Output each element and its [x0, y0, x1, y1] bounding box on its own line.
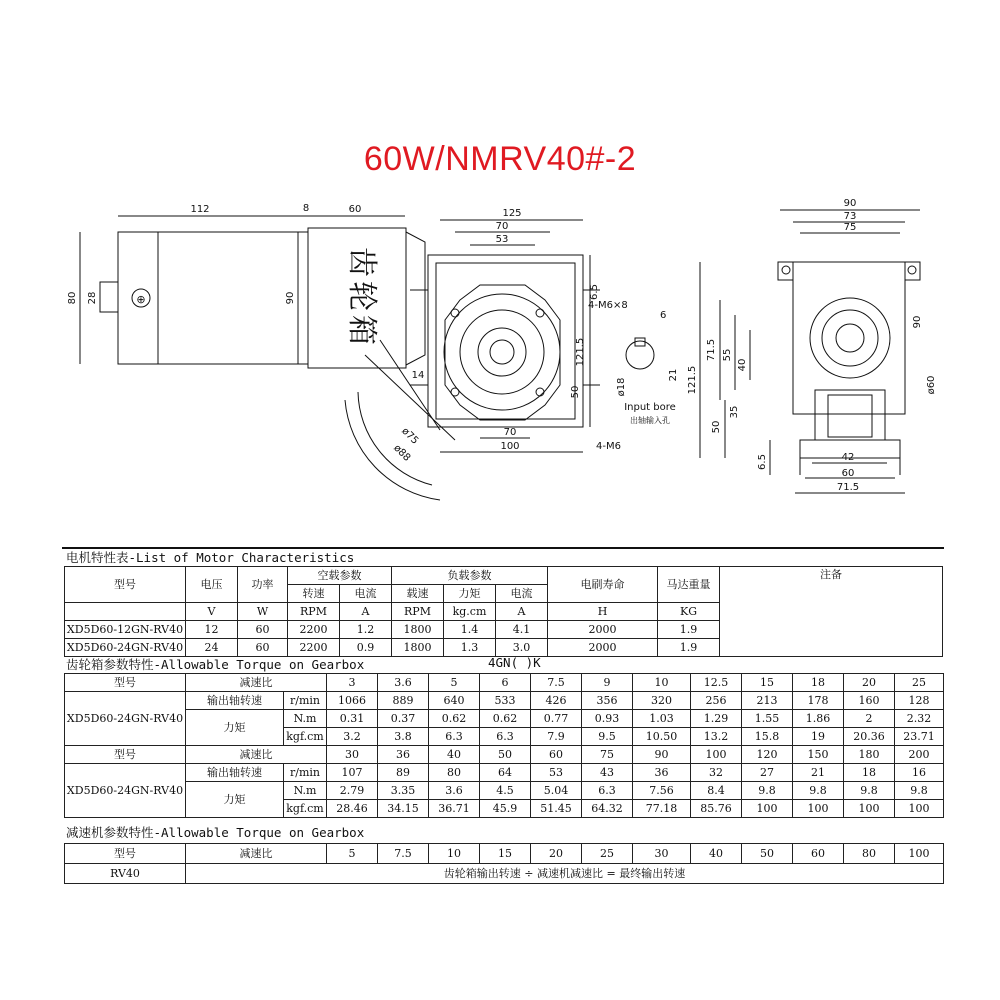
torque-cell: 0.77 [531, 710, 582, 728]
speed-cell: 256 [691, 692, 742, 710]
ratio-cell: 20 [844, 674, 895, 692]
col-weight: 马达重量 [658, 567, 720, 603]
gear-table-caption: 齿轮箱参数特性-Allowable Torque on Gearbox [66, 657, 365, 672]
torque-cell: 0.31 [327, 710, 378, 728]
cell-voltage: 24 [186, 639, 238, 657]
ratio-cell: 50 [480, 746, 531, 764]
ratio-cell: 100 [895, 844, 944, 864]
torque-cell: 1.29 [691, 710, 742, 728]
unit-blank [65, 603, 186, 621]
ratio-cell: 30 [633, 844, 691, 864]
dim-112: 112 [190, 204, 210, 215]
speed-cell: 27 [742, 764, 793, 782]
dim-90: 90 [285, 291, 296, 305]
speed-cell: 64 [480, 764, 531, 782]
speed-cell: 1066 [327, 692, 378, 710]
ratio-cell: 50 [742, 844, 793, 864]
unit-rpm-load: RPM [392, 603, 444, 621]
cell-load-speed: 1800 [392, 639, 444, 657]
ratio-cell: 150 [793, 746, 844, 764]
speed-cell: 36 [633, 764, 691, 782]
unit-h: H [548, 603, 658, 621]
speed-cell: 640 [429, 692, 480, 710]
col-power: 功率 [238, 567, 288, 603]
speed-cell: 213 [742, 692, 793, 710]
torque-cell: 1.55 [742, 710, 793, 728]
dim-100: 100 [500, 441, 520, 452]
col-model: 型号 [65, 746, 186, 764]
col-model: 型号 [65, 567, 186, 603]
torque-cell: 5.04 [531, 782, 582, 800]
dim-r35: 35 [729, 405, 740, 419]
speed-cell: 43 [582, 764, 633, 782]
torque-cell: 0.93 [582, 710, 633, 728]
dim-50: 50 [570, 385, 581, 399]
torque-cell: 7.56 [633, 782, 691, 800]
torque-cell: 8.4 [691, 782, 742, 800]
kgf-cell: 51.45 [531, 800, 582, 818]
cell-load-current: 3.0 [496, 639, 548, 657]
dim-121-5: 121.5 [575, 337, 586, 367]
unit-kg: KG [658, 603, 720, 621]
col-voltage: 电压 [186, 567, 238, 603]
dim-80: 80 [67, 291, 78, 305]
speed-cell: 18 [844, 764, 895, 782]
sub-load-speed: 载速 [392, 585, 444, 603]
row-torque: 力矩 [186, 710, 284, 746]
cell-model: RV40 [65, 864, 186, 884]
speed-cell: 178 [793, 692, 844, 710]
speed-cell: 356 [582, 692, 633, 710]
dim-d18: ø18 [616, 377, 627, 397]
speed-cell: 21 [793, 764, 844, 782]
kgf-cell: 100 [742, 800, 793, 818]
cell-brush-life: 2000 [548, 621, 658, 639]
kgf-cell: 7.9 [531, 728, 582, 746]
ratio-cell: 25 [582, 844, 633, 864]
sub-current: 电流 [340, 585, 392, 603]
cell-model: XD5D60-24GN-RV40 [65, 639, 186, 657]
speed-cell: 889 [378, 692, 429, 710]
dim-14: 14 [411, 370, 425, 381]
unit-a: A [340, 603, 392, 621]
dim-r73: 73 [843, 211, 857, 222]
unit-rmin: r/min [284, 764, 327, 782]
ratio-cell: 3 [327, 674, 378, 692]
ratio-cell: 40 [691, 844, 742, 864]
speed-cell: 320 [633, 692, 691, 710]
ratio-cell: 36 [378, 746, 429, 764]
kgf-cell: 36.71 [429, 800, 480, 818]
unit-kgcm: kg.cm [444, 603, 496, 621]
torque-cell: 2.32 [895, 710, 944, 728]
dim-8: 8 [302, 203, 310, 214]
cell-weight: 1.9 [658, 639, 720, 657]
dim-r6-5: 6.5 [757, 454, 768, 470]
torque-cell: 0.62 [480, 710, 531, 728]
speed-cell: 128 [895, 692, 944, 710]
torque-cell: 3.6 [429, 782, 480, 800]
ratio-cell: 30 [327, 746, 378, 764]
ratio-cell: 10 [633, 674, 691, 692]
dim-60: 60 [348, 204, 362, 215]
torque-cell: 1.86 [793, 710, 844, 728]
kgf-cell: 10.50 [633, 728, 691, 746]
col-ratio: 减速比 [186, 674, 327, 692]
cell-current: 1.2 [340, 621, 392, 639]
torque-cell: 0.62 [429, 710, 480, 728]
torque-cell: 6.3 [582, 782, 633, 800]
cell-model: XD5D60-24GN-RV40 [65, 692, 186, 746]
ratio-cell: 60 [531, 746, 582, 764]
col-load: 负载参数 [392, 567, 548, 585]
sub-torque: 力矩 [444, 585, 496, 603]
cell-model: XD5D60-12GN-RV40 [65, 621, 186, 639]
ratio-cell: 5 [429, 674, 480, 692]
kgf-cell: 20.36 [844, 728, 895, 746]
dim-d75: ø75 [399, 425, 421, 447]
speed-cell: 16 [895, 764, 944, 782]
ratio-cell: 7.5 [378, 844, 429, 864]
row-torque: 力矩 [186, 782, 284, 818]
sub-speed: 转速 [288, 585, 340, 603]
cell-brush-life: 2000 [548, 639, 658, 657]
dim-r50: 50 [711, 420, 722, 434]
kgf-cell: 85.76 [691, 800, 742, 818]
kgf-cell: 6.3 [429, 728, 480, 746]
unit-kgf: kgf.cm [284, 800, 327, 818]
kgf-cell: 6.3 [480, 728, 531, 746]
ratio-cell: 9 [582, 674, 633, 692]
dim-r90: 90 [843, 198, 857, 209]
svg-text:⊕: ⊕ [136, 293, 146, 306]
gear-table-caption-suffix: 4GN( )K [488, 655, 541, 670]
unit-a-load: A [496, 603, 548, 621]
reducer-table-caption: 减速机参数特性-Allowable Torque on Gearbox [66, 825, 365, 840]
kgf-cell: 28.46 [327, 800, 378, 818]
kgf-cell: 13.2 [691, 728, 742, 746]
speed-cell: 80 [429, 764, 480, 782]
reducer-formula: 齿轮箱输出转速 ÷ 减速机减速比 = 最终输出转速 [186, 864, 944, 884]
kgf-cell: 34.15 [378, 800, 429, 818]
dim-4-m6: 4-M6 [596, 441, 621, 452]
dim-r42: 42 [841, 452, 855, 463]
motor-label: 齿轮箱 [344, 247, 379, 349]
kgf-cell: 23.71 [895, 728, 944, 746]
torque-cell: 2 [844, 710, 895, 728]
torque-cell: 9.8 [895, 782, 944, 800]
ratio-cell: 180 [844, 746, 895, 764]
torque-cell: 2.79 [327, 782, 378, 800]
col-model: 型号 [65, 844, 186, 864]
ratio-cell: 25 [895, 674, 944, 692]
dim-28: 28 [87, 291, 98, 305]
cell-speed: 2200 [288, 639, 340, 657]
cell-load-current: 4.1 [496, 621, 548, 639]
row-output-speed: 输出轴转速 [186, 692, 284, 710]
unit-rpm: RPM [288, 603, 340, 621]
kgf-cell: 19 [793, 728, 844, 746]
dim-4-m6x8: 4-M6×8 [588, 300, 628, 311]
dim-70-bottom: 70 [503, 427, 517, 438]
dim-r71-5: 71.5 [706, 338, 717, 362]
cell-model: XD5D60-24GN-RV40 [65, 764, 186, 818]
gearbox-torque-table [64, 673, 944, 818]
col-ratio: 减速比 [186, 746, 327, 764]
ratio-cell: 100 [691, 746, 742, 764]
kgf-cell: 45.9 [480, 800, 531, 818]
unit-nm: N.m [284, 782, 327, 800]
torque-cell: 9.8 [844, 782, 895, 800]
col-brush: 电刷寿命 [548, 567, 658, 603]
speed-cell: 89 [378, 764, 429, 782]
dim-6: 6 [660, 310, 667, 321]
cell-voltage: 12 [186, 621, 238, 639]
ratio-cell: 75 [582, 746, 633, 764]
speed-cell: 160 [844, 692, 895, 710]
dim-125: 125 [502, 208, 522, 219]
speed-cell: 53 [531, 764, 582, 782]
cell-torque: 1.4 [444, 621, 496, 639]
torque-cell: 4.5 [480, 782, 531, 800]
ratio-cell: 5 [327, 844, 378, 864]
kgf-cell: 15.8 [742, 728, 793, 746]
torque-cell: 1.03 [633, 710, 691, 728]
page-title: 60W/NMRV40#-2 [363, 140, 637, 178]
ratio-cell: 12.5 [691, 674, 742, 692]
cell-load-speed: 1800 [392, 621, 444, 639]
unit-nm: N.m [284, 710, 327, 728]
ratio-cell: 15 [742, 674, 793, 692]
unit-w: W [238, 603, 288, 621]
cell-speed: 2200 [288, 621, 340, 639]
ratio-cell: 3.6 [378, 674, 429, 692]
unit-rmin: r/min [284, 692, 327, 710]
kgf-cell: 77.18 [633, 800, 691, 818]
input-bore-label: Input bore [624, 402, 676, 413]
kgf-cell: 100 [844, 800, 895, 818]
kgf-cell: 64.32 [582, 800, 633, 818]
dim-r75: 75 [843, 222, 857, 233]
reducer-table [64, 843, 944, 884]
row-output-speed: 输出轴转速 [186, 764, 284, 782]
col-model: 型号 [65, 674, 186, 692]
ratio-cell: 90 [633, 746, 691, 764]
dim-r60: 60 [841, 468, 855, 479]
dim-53: 53 [495, 234, 509, 245]
cell-torque: 1.3 [444, 639, 496, 657]
speed-cell: 426 [531, 692, 582, 710]
torque-cell: 0.37 [378, 710, 429, 728]
input-bore-icon [626, 341, 654, 369]
input-bore-label-cn: 出轴输入孔 [630, 416, 670, 425]
ratio-cell: 120 [742, 746, 793, 764]
kgf-cell: 3.2 [327, 728, 378, 746]
dim-r90-vertical: 90 [912, 315, 923, 329]
unit-v: V [186, 603, 238, 621]
col-ratio: 减速比 [186, 844, 327, 864]
ratio-cell: 10 [429, 844, 480, 864]
dim-r-d60: ø60 [926, 375, 937, 395]
torque-cell: 9.8 [742, 782, 793, 800]
kgf-cell: 100 [793, 800, 844, 818]
cell-weight: 1.9 [658, 621, 720, 639]
ratio-cell: 6 [480, 674, 531, 692]
torque-cell: 3.35 [378, 782, 429, 800]
motor-characteristics-table [64, 566, 943, 657]
dim-70-top: 70 [495, 221, 509, 232]
ratio-cell: 20 [531, 844, 582, 864]
ratio-cell: 200 [895, 746, 944, 764]
cell-current: 0.9 [340, 639, 392, 657]
kgf-cell: 100 [895, 800, 944, 818]
cell-power: 60 [238, 639, 288, 657]
col-noload: 空载参数 [288, 567, 392, 585]
ratio-cell: 18 [793, 674, 844, 692]
dim-6-5: 6.5 [589, 284, 600, 300]
dim-r121-5: 121.5 [687, 365, 698, 395]
kgf-cell: 3.8 [378, 728, 429, 746]
kgf-cell: 9.5 [582, 728, 633, 746]
motor-table-caption: 电机特性表-List of Motor Characteristics [66, 550, 355, 565]
cell-power: 60 [238, 621, 288, 639]
speed-cell: 107 [327, 764, 378, 782]
dim-d88: ø88 [391, 442, 413, 464]
torque-cell: 9.8 [793, 782, 844, 800]
speed-cell: 32 [691, 764, 742, 782]
ratio-cell: 7.5 [531, 674, 582, 692]
ratio-cell: 60 [793, 844, 844, 864]
dim-r40: 40 [737, 358, 748, 372]
col-notes: 注备 [720, 567, 943, 657]
ratio-cell: 80 [844, 844, 895, 864]
dim-r71-5b: 71.5 [836, 482, 860, 493]
sub-load-current: 电流 [496, 585, 548, 603]
speed-cell: 533 [480, 692, 531, 710]
ratio-cell: 40 [429, 746, 480, 764]
dim-21: 21 [668, 368, 679, 382]
dim-r55: 55 [722, 348, 733, 362]
ratio-cell: 15 [480, 844, 531, 864]
unit-kgf: kgf.cm [284, 728, 327, 746]
